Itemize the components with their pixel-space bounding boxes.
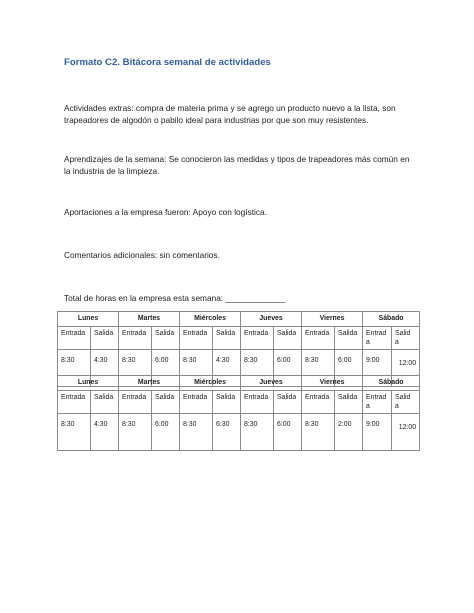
time-cell: 6:30 xyxy=(213,414,241,451)
schedule-table-week-2 xyxy=(57,375,420,451)
label-cell: Entrada xyxy=(58,327,91,350)
time-cell: 4:30 xyxy=(91,350,119,387)
label-cell: Entrada xyxy=(119,391,152,414)
day-cell: Miércoles xyxy=(180,312,241,327)
time-cell: 8:30 xyxy=(119,414,152,451)
aportaciones-paragraph: Aportaciones a la empresa fueron: Apoyo con logística. xyxy=(64,207,267,217)
total-hours-line: Total de horas en la empresa esta semana: _____________ xyxy=(64,293,286,303)
label-cell: Salida xyxy=(152,327,180,350)
label-cell: Entrada xyxy=(302,327,335,350)
label-cell: Salida xyxy=(335,391,363,414)
day-cell: Jueves xyxy=(241,312,302,327)
label-cell: Salida xyxy=(152,391,180,414)
time-cell: 9:00 xyxy=(363,414,392,451)
time-cell: 8:30 xyxy=(180,414,213,451)
day-cell: Martes xyxy=(119,312,180,327)
actividades-paragraph: Actividades extras: compra de materia prima y se agrego un producto nuevo a la lista, son trapeadores de algodón o pabilo ideal para industrias por que son muy resistentes. xyxy=(64,103,396,125)
time-cell: 4:30 xyxy=(213,350,241,387)
time-cell: 6:00 xyxy=(152,350,180,387)
time-cell: 8:30 xyxy=(58,414,91,451)
time-cell: 8:30 xyxy=(302,414,335,451)
aprendizajes-paragraph: Aprendizajes de la semana: Se conocieron las medidas y tipos de trapeadores más común en la industria de la limpieza. xyxy=(64,154,410,176)
label-cell: Entrada xyxy=(119,327,152,350)
label-cell: Salida xyxy=(335,327,363,350)
time-cell: 8:30 xyxy=(302,350,335,387)
label-cell: Entrad a xyxy=(363,327,392,350)
label-cell: Salida xyxy=(274,327,302,350)
table-row-days xyxy=(58,376,420,391)
time-cell: 8:30 xyxy=(241,414,274,451)
label-cell: Entrada xyxy=(302,391,335,414)
day-cell: Lunes xyxy=(58,312,119,327)
label-cell: Entrada xyxy=(58,391,91,414)
time-cell: 8:30 xyxy=(241,350,274,387)
table-row-labels xyxy=(58,391,420,414)
time-cell: 8:30 xyxy=(58,350,91,387)
label-cell: Entrada xyxy=(241,327,274,350)
time-value: 12:00 xyxy=(398,424,417,431)
label-cell: Entrada xyxy=(180,327,213,350)
time-cell: 6:00 xyxy=(274,414,302,451)
label-cell: Salida xyxy=(91,391,119,414)
table-row-days xyxy=(58,312,420,327)
time-cell: 4:30 xyxy=(91,414,119,451)
label-cell: Entrada xyxy=(180,391,213,414)
time-cell: 8:30 xyxy=(180,350,213,387)
day-cell: Viernes xyxy=(302,376,363,391)
day-cell: Sábado xyxy=(363,312,420,327)
time-cell xyxy=(392,414,420,451)
day-cell: Jueves xyxy=(241,376,302,391)
page-title: Formato C2. Bitácora semanal de actividades xyxy=(64,57,271,68)
table-row-labels xyxy=(58,327,420,350)
comentarios-paragraph: Comentarios adicionales: sin comentarios. xyxy=(64,250,220,260)
label-cell: Entrad a xyxy=(363,391,392,414)
day-cell: Miércoles xyxy=(180,376,241,391)
time-value: 12:00 xyxy=(398,360,417,367)
time-cell: 9:00 xyxy=(363,350,392,387)
label-cell: Salida xyxy=(91,327,119,350)
time-cell: 2:00 xyxy=(335,414,363,451)
time-cell: 8:30 xyxy=(119,350,152,387)
label-cell: Entrada xyxy=(241,391,274,414)
day-cell: Sábado xyxy=(363,376,420,391)
day-cell: Martes xyxy=(119,376,180,391)
label-cell: Salida xyxy=(274,391,302,414)
table-row-times xyxy=(58,414,420,451)
time-cell: 6:00 xyxy=(335,350,363,387)
day-cell: Lunes xyxy=(58,376,119,391)
label-cell: Salid a xyxy=(392,327,420,350)
label-cell: Salida xyxy=(213,391,241,414)
time-cell: 6:00 xyxy=(152,414,180,451)
time-cell: 6:00 xyxy=(274,350,302,387)
day-cell: Viernes xyxy=(302,312,363,327)
label-cell: Salida xyxy=(213,327,241,350)
label-cell: Salid a xyxy=(392,391,420,414)
